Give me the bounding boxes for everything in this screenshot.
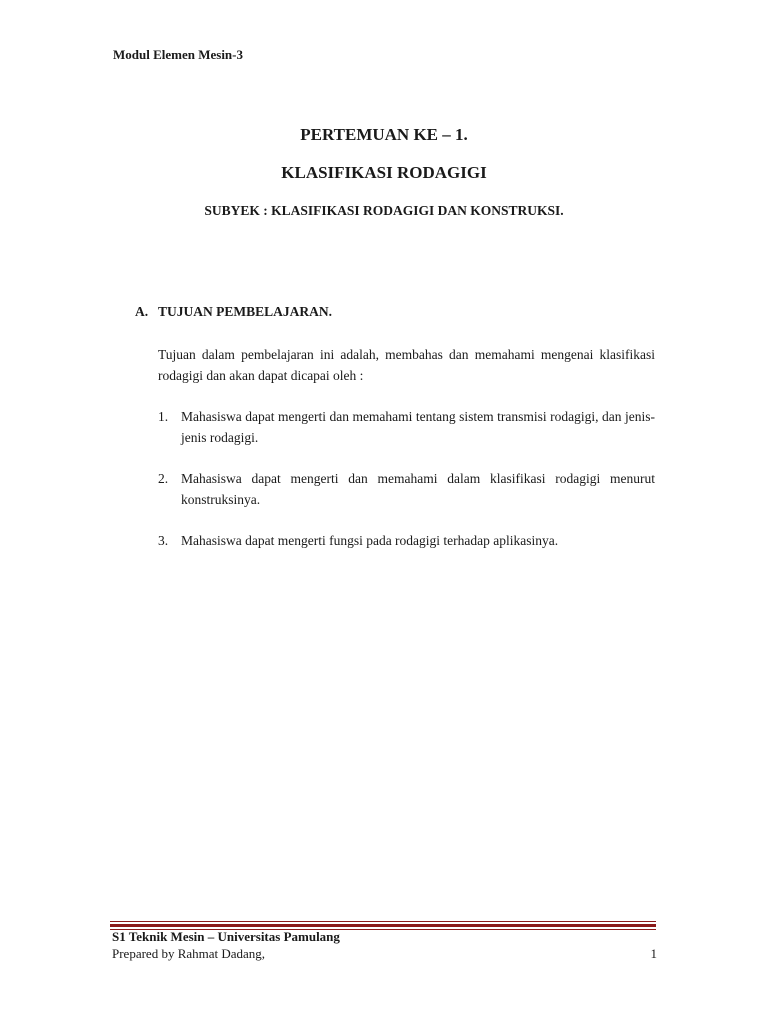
section-marker: A.: [135, 304, 149, 319]
list-item-number: 3.: [158, 533, 169, 548]
list-item: [158, 530, 655, 551]
section-heading-text: TUJUAN PEMBELAJARAN.: [158, 304, 333, 319]
footer-organization: S1 Teknik Mesin – Universitas Pamulang: [112, 929, 340, 944]
subject-title: SUBYEK : KLASIFIKASI RODAGIGI DAN KONSTRUKSI.: [204, 203, 564, 218]
meeting-title: PERTEMUAN KE – 1.: [300, 125, 468, 144]
list-item: [158, 406, 655, 448]
list-item-number: 2.: [158, 471, 169, 486]
footer-author: Prepared by Rahmat Dadang,: [112, 946, 266, 961]
list-item-text: Mahasiswa dapat mengerti fungsi pada rodagigi terhadap aplikasinya.: [181, 533, 559, 548]
footer-divider-thick: [110, 924, 656, 927]
list-item-text: Mahasiswa dapat mengerti dan memahami dalam klasifikasi rodagigi menurut konstruksinya.: [181, 471, 655, 507]
footer-divider-top: [110, 921, 656, 922]
section-heading: [135, 304, 332, 320]
list-item: [158, 468, 655, 510]
page-number: 1: [650, 946, 657, 961]
intro-paragraph: Tujuan dalam pembelajaran ini adalah, membahas dan memahami mengenai klasifikasi rodagigi dan akan dapat dicapai oleh :: [158, 347, 655, 383]
list-item-number: 1.: [158, 409, 169, 424]
list-item-text: Mahasiswa dapat mengerti dan memahami tentang sistem transmisi rodagigi, dan jenis-jenis rodagigi.: [181, 409, 655, 445]
topic-title: KLASIFIKASI RODAGIGI: [281, 163, 487, 182]
module-title: Modul Elemen Mesin-3: [113, 47, 243, 62]
